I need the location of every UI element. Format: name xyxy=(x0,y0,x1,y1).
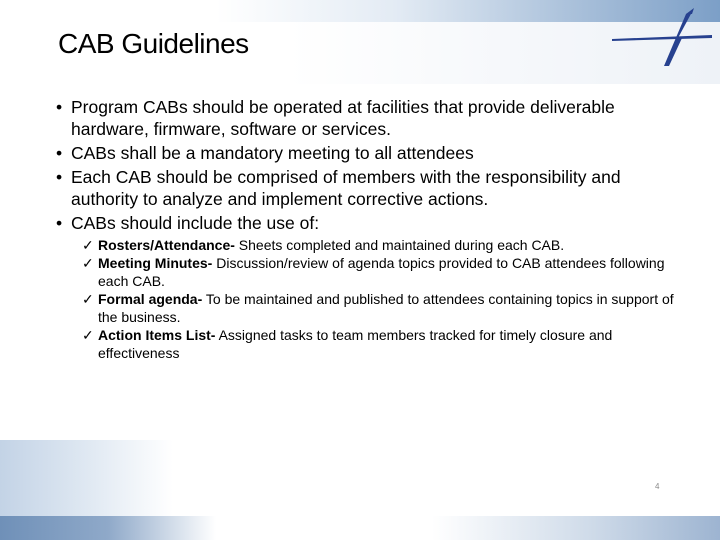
sub-bullet-text: Discussion/review of agenda topics provided to CAB attendees following each CAB. xyxy=(98,255,665,289)
bullet-item xyxy=(56,142,676,164)
bullet-text: CABs shall be a mandatory meeting to all attendees xyxy=(71,143,474,163)
sub-bullet-term: Action Items List- xyxy=(98,327,216,343)
checkmark-icon: ✓ xyxy=(82,237,94,253)
swoosh-logo-icon xyxy=(612,8,712,68)
sub-bullet-item xyxy=(82,236,676,254)
checkmark-icon: ✓ xyxy=(82,291,94,307)
bullet-item xyxy=(56,96,676,140)
sub-bullet-text: To be maintained and published to attendees containing topics in support of the business. xyxy=(98,291,674,325)
content-area xyxy=(56,96,676,362)
bullet-dot: • xyxy=(56,213,63,233)
sub-bullet-text: Sheets completed and maintained during each CAB. xyxy=(234,237,565,253)
bullet-text: Program CABs should be operated at facilities that provide deliverable hardware, firmware, software or services. xyxy=(71,97,615,139)
bullet-text: Each CAB should be comprised of members with the responsibility and authority to analyze and implement corrective actions. xyxy=(71,167,621,209)
checkmark-icon: ✓ xyxy=(82,255,94,271)
sub-bullet-term: Rosters/Attendance- xyxy=(98,237,235,253)
bottom-gradient-strip xyxy=(0,516,720,540)
bullet-text: CABs should include the use of: xyxy=(71,213,320,233)
bullet-item xyxy=(56,166,676,210)
bullet-item xyxy=(56,212,676,234)
sub-bullet-item xyxy=(82,290,676,326)
bullet-dot: • xyxy=(56,167,63,187)
sub-bullet-item xyxy=(82,326,676,362)
checkmark-icon: ✓ xyxy=(82,327,94,343)
sub-bullet-term: Meeting Minutes- xyxy=(98,255,213,271)
sub-bullet-list xyxy=(82,236,676,362)
sub-bullet-item xyxy=(82,254,676,290)
page-number: 4 xyxy=(655,482,660,491)
sub-bullet-term: Formal agenda- xyxy=(98,291,203,307)
slide-title: CAB Guidelines xyxy=(58,28,249,59)
bullet-dot: • xyxy=(56,143,63,163)
bullet-dot: • xyxy=(56,97,63,117)
sub-bullet-text: Assigned tasks to team members tracked for timely closure and effectiveness xyxy=(98,327,613,361)
